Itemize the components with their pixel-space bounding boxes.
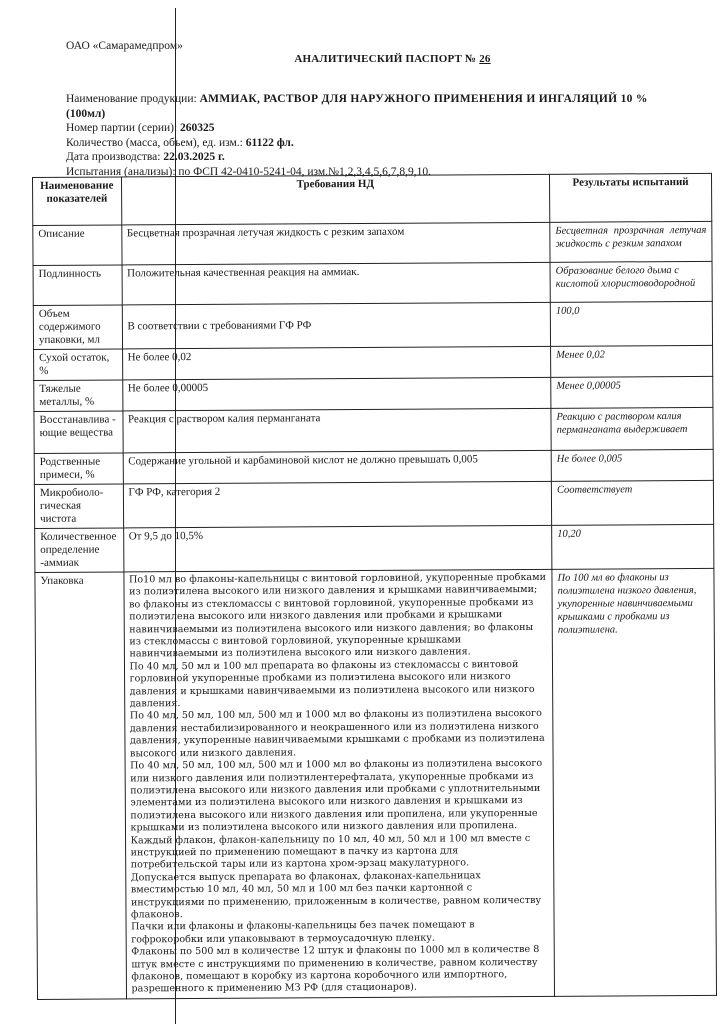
result-cell: По 100 мл во флаконы из полиэтилена низкого давления, укупоренные навинчиваемыми крышками с пробками из полиэтилена. — [552, 568, 717, 996]
header-result: Результаты испытаний — [550, 173, 712, 222]
indicator-cell: Количественное определение -аммиак — [35, 528, 124, 573]
table-row — [34, 407, 713, 453]
table-row — [34, 480, 713, 528]
requirement-cell: Не более 0,02 — [122, 346, 551, 380]
packaging-paragraph: Пачки или флаконы и флаконы-капельницы без пачек помещают в гофрокоробки или упаковывают в термоусадочную пленку. — [131, 919, 475, 946]
batch-row — [66, 121, 706, 136]
product-volume: (100мл) — [66, 107, 106, 120]
packaging-requirement-cell — [123, 569, 554, 998]
table-row — [34, 376, 713, 411]
batch-value: 260325 — [180, 122, 215, 134]
requirement-cell: ГФ РФ, категория 2 — [123, 481, 552, 528]
packaging-paragraph: Каждый флакон, флакон-капельницу по 10 мл, 40 мл, 50 мл и 100 мл вместе с инструкцией по применению помещают в пачку из картона для потребительской тары или из картона хром-эрзац макулатурного. — [130, 832, 531, 871]
batch-label: Номер партии (серии): — [66, 122, 181, 134]
quantity-row — [66, 136, 706, 151]
result-cell: Менее 0,00005 — [551, 376, 713, 408]
result-cell: Образование белого дыма с кислотой хлористоводородной — [550, 261, 712, 302]
tests-label: Испытания (анализы): — [66, 165, 179, 178]
indicator-cell: Упаковка — [35, 572, 126, 999]
indicator-cell: Восстанавлива - ющие вещества — [34, 411, 123, 454]
indicator-cell: Родственные примеси, % — [34, 453, 123, 485]
result-cell: Не более 0,005 — [551, 449, 713, 481]
tests-value: по ФСП 42-0410-5241-04, изм.№1,2,3,4,5,6,7,8,9,10. — [178, 165, 432, 178]
indicator-cell: Объем содержимого упаковки, мл — [33, 305, 122, 350]
requirement-cell: Реакция с раствором калия перманганата — [122, 408, 551, 453]
result-cell: 100,0 — [550, 301, 712, 346]
indicator-cell: Описание — [33, 225, 122, 266]
header-indicator: Наименование показателей — [33, 177, 122, 226]
requirement-cell: От 9,5 до 10,5% — [123, 525, 552, 572]
requirement-cell: Бесцветная прозрачная летучая жидкость с резким запахом — [121, 222, 550, 265]
packaging-paragraph: По 40 мл, 50 мл, 100 мл, 500 мл и 1000 мл во флаконы из полиэтилена высокого давления нестабилизированного и неокрашенного или из полиэтилена низкого давления, укупоренные навинчиваемыми крышками с пробками из полиэтилена высокого или низкого давления. — [129, 708, 545, 760]
production-date-label: Дата производства: — [66, 151, 164, 163]
packaging-paragraph: По10 мл во флаконы-капельницы с винтовой горловиной, укупоренные пробками из полиэтилена высокого или низкого давления и крышками навинчиваемыми; во флаконы из стекломассы с винтовой горловиной, укупоренные пробками из полиэтилена высокого или низкого давления или пробками и крышками навинчиваемыми из полиэтилена высокого или низкого давления; во флаконы из стекломассы с винтовой горловиной, укупоренные крышками навинчиваемыми из полиэтилена высокого или низкого давления. — [128, 571, 547, 660]
result-cell: Реакцию с раствором калия перманганата выдерживает — [551, 407, 713, 450]
table-row — [33, 261, 712, 305]
indicator-cell: Тяжелые металлы, % — [34, 380, 123, 412]
result-cell: Бесцветная прозрачная летучая жидкость с резким запахом — [550, 221, 712, 262]
indicator-cell: Сухой остаток, % — [34, 349, 123, 381]
result-cell: 10,20 — [552, 524, 714, 569]
packaging-paragraph: По 40 мл, 50 мл, 100 мл, 500 мл и 1000 мл во флаконы из полиэтилена высокого или низкого давления или полиэтилентерефталата, укупоренные пробками из полиэтилена высокого или низкого давления или пробками с уплотнительными элементами из полиэтилена высокого или низкого давления и крышками из полиэтилена высокого или низкого давления или пропилена, или укупоренные крышками из полиэтилена высокого или низкого давления или пропилена. — [130, 757, 543, 834]
result-cell: Соответствует — [551, 480, 713, 525]
result-cell: Менее 0,02 — [551, 345, 713, 377]
requirement-cell: Положительная качественная реакция на аммиак. — [122, 262, 551, 305]
packaging-paragraph: Флаконы по 500 мл в количестве 12 штук и флаконы по 1000 мл в количестве 8 штук вместе с инструкциями по применению в количестве, равном количеству флаконов, помещают в коробку из картона коробочного или импортного, разрешенного к применению МЗ РФ (для стационаров). — [131, 944, 540, 995]
quantity-label: Количество (масса, объем), ед. изм.: — [66, 136, 246, 149]
document-title — [0, 53, 725, 65]
production-date-value: 22.03.2025 г. — [163, 151, 225, 163]
indicator-cell: Микробиоло- гическая чистота — [34, 484, 123, 529]
table-row-packaging — [35, 568, 717, 999]
packaging-paragraph: Допускается выпуск препарата во флаконах, флаконах-капельницах вместимостью 10 мл, 40 мл, 50 мл и 100 мл без пачки картонной с инструкциями по применению, приложенным в количестве, равном количеству флаконов. — [130, 870, 542, 921]
product-name-value: АММИАК, РАСТВОР ДЛЯ НАРУЖНОГО ПРИМЕНЕНИЯ И ИНГАЛЯЦИЙ 10 % — [199, 93, 648, 105]
requirement-cell: Не более 0,00005 — [122, 377, 551, 411]
production-date-row — [66, 150, 706, 165]
product-name-label: Наименование продукции: — [66, 93, 200, 105]
product-info — [66, 92, 706, 179]
indicator-cell: Подлинность — [33, 265, 122, 306]
quantity-value: 61122 фл. — [245, 136, 294, 149]
header-requirement: Требования НД — [121, 174, 550, 225]
passport-number: 26 — [479, 53, 491, 65]
table-row — [35, 524, 714, 572]
product-name-row-2 — [66, 107, 706, 122]
packaging-paragraph: По 40 мл, 50 мл и 100 мл препарата во флаконы из стекломассы с винтовой горловиной укупоренные пробками из полиэтилена высокого или низкого давления и крышками навинчиваемыми из полиэтилена высокого или низкого давления. — [129, 658, 535, 710]
table-row — [33, 301, 712, 349]
table-row — [34, 345, 713, 380]
table-row — [34, 449, 713, 484]
company-name: ОАО «Самарамедпром» — [66, 40, 183, 52]
table-header-row — [33, 173, 712, 225]
table-row — [33, 221, 712, 265]
title-text: АНАЛИТИЧЕСКИЙ ПАСПОРТ № — [294, 53, 480, 65]
analysis-table — [32, 173, 717, 1000]
requirement-cell: В соответствии с требованиями ГФ РФ — [122, 302, 551, 349]
requirement-cell: Содержание угольной и карбаминовой кислот не должно превышать 0,005 — [123, 450, 552, 484]
product-name-row — [66, 92, 706, 107]
